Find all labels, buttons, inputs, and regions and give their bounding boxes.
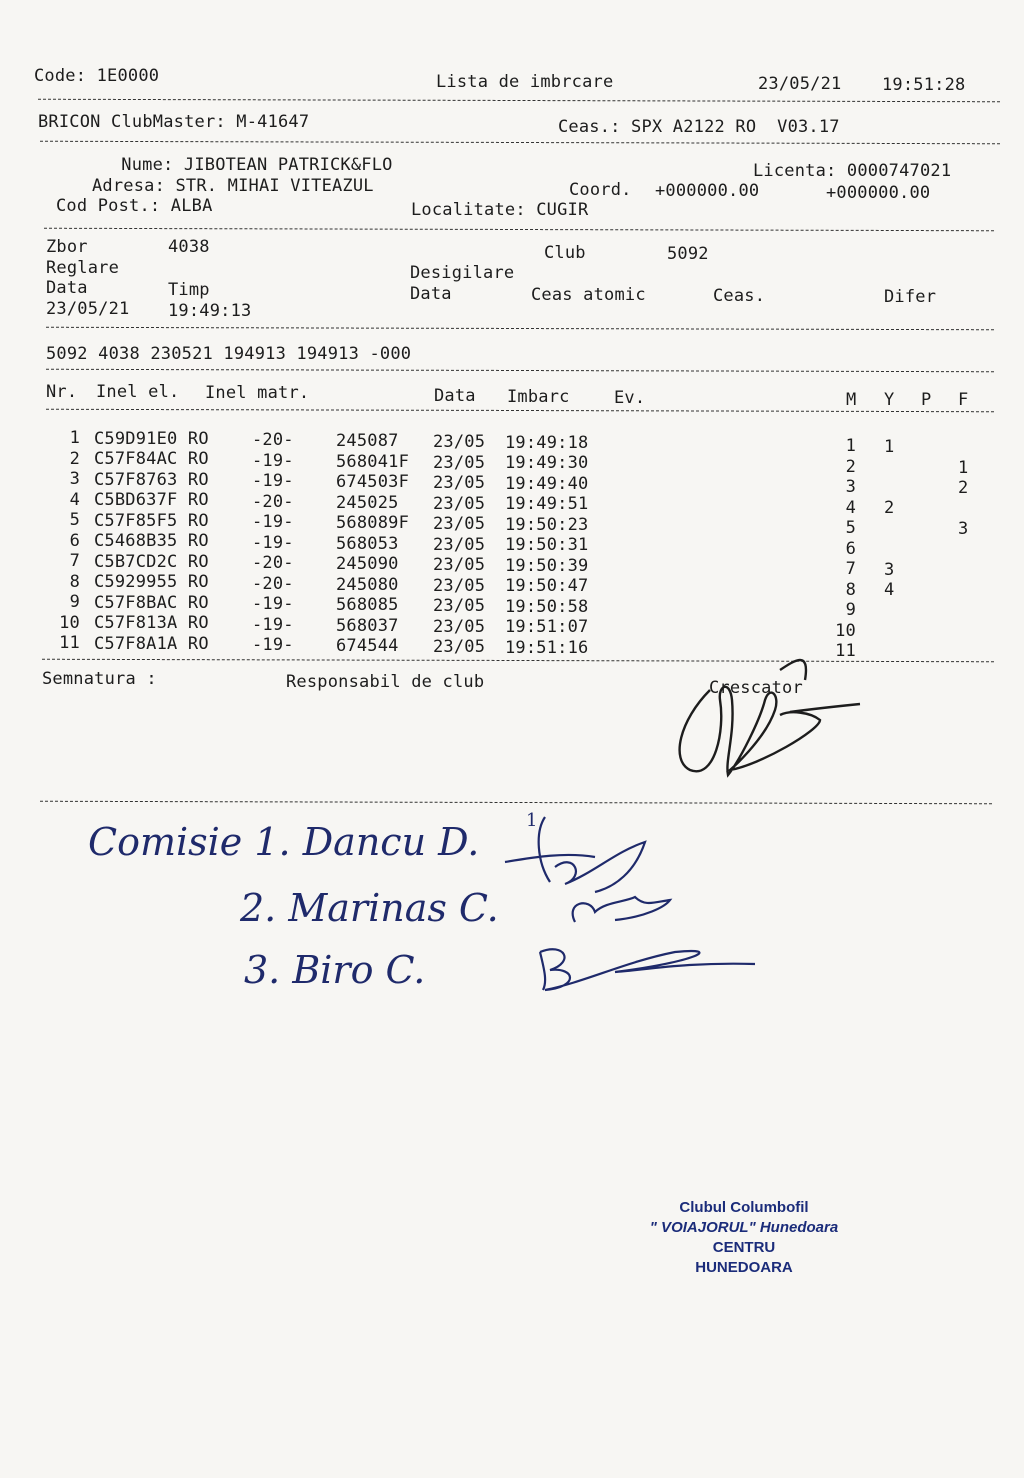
col-header-m: M [846,390,857,410]
print-date: 23/05/21 [758,74,842,94]
cell-year: -19- [252,450,294,471]
cell-inel-el: C57F813A RO [94,613,209,634]
cell-nr: 5 [69,510,80,530]
cell-inel-el: C5BD637F RO [94,490,209,511]
cell-time: 19:50:39 [505,555,589,576]
table-row [0,428,1024,457]
cell-year: -20- [252,430,294,451]
table-row [0,530,1024,559]
desigilare-label: Desigilare [410,263,515,283]
cell-date: 23/05 [433,514,486,535]
reglare-date: 23/05/21 [46,299,130,319]
cell-time: 19:50:31 [505,535,589,556]
cell-inel-el: C5468B35 RO [94,531,209,552]
cell-inel-matr: 245087 [336,431,399,452]
stamp-line2: " VOIAJORUL" Hunedoara [649,1219,839,1236]
owner-address: Adresa: STR. MIHAI VITEAZUL [92,176,374,196]
cell-m: 7 [845,559,856,579]
cell-date: 23/05 [433,493,486,514]
cell-inel-el: C59D91E0 RO [94,428,209,449]
cell-f: 2 [958,478,969,499]
divider [46,327,994,330]
cell-date: 23/05 [433,555,486,576]
cell-inel-el: C57F84AC RO [94,449,209,470]
table-row [0,489,1024,519]
cell-y: 3 [884,559,895,580]
breeder-signature [670,640,870,780]
cell-inel-matr: 568053 [336,533,399,554]
table-row [0,448,1024,478]
stamp-line3: CENTRU [712,1239,776,1256]
cell-m: 3 [845,477,856,497]
cell-year: -19- [252,532,294,553]
ceas-atomic-label: Ceas atomic [531,285,646,305]
cell-nr: 6 [69,530,80,551]
cell-year: -20- [252,573,294,594]
cell-nr: 1 [69,428,80,448]
cell-nr: 11 [59,633,80,653]
cell-nr: 4 [69,489,80,510]
cell-nr: 9 [69,592,80,612]
handwritten-commission-line2: 2. Marinas C. [240,886,499,930]
table-row [0,510,1024,540]
handwritten-commission-line3: 3. Biro C. [244,948,426,992]
cell-date: 23/05 [433,616,486,637]
cell-inel-matr: 674503F [336,472,410,493]
table-row [0,633,1024,661]
cell-m: 2 [845,456,856,477]
ceas-label: Ceas. [713,286,766,306]
cell-nr: 3 [69,469,80,489]
table-row [0,612,1024,641]
coord-x: +000000.00 [655,181,760,201]
cell-inel-matr: 568037 [336,615,399,636]
col-header-nr: Nr. [46,382,78,402]
coord-label: Coord. [569,180,632,200]
signature-label: Semnatura : [42,669,157,689]
divider [40,801,992,804]
zbor-value: 4038 [168,237,210,257]
cell-inel-matr: 568089F [336,513,410,534]
cell-f: 3 [958,519,969,540]
cell-inel-el: C57F8763 RO [94,469,209,490]
divider [40,141,1000,145]
cell-year: -19- [252,512,294,533]
cell-time: 19:51:16 [505,637,589,658]
col-header-inel-matr: Inel matr. [205,383,310,403]
print-time: 19:51:28 [882,75,966,95]
reglare-time: 19:49:13 [168,301,252,321]
cell-date: 23/05 [433,473,486,494]
cell-y: 4 [884,580,895,601]
cell-m: 4 [845,497,856,518]
col-header-inel-el: Inel el. [96,382,180,402]
club-responsible-label: Responsabil de club [286,672,485,692]
cell-date: 23/05 [433,596,486,617]
club-stamp [614,1198,874,1278]
cell-time: 19:50:23 [505,514,589,535]
breeder-label: Crescator [709,678,803,698]
col-header-y: Y [884,390,895,410]
cell-time: 19:51:07 [505,617,589,638]
cell-inel-el: C5929955 RO [94,572,209,593]
cell-year: -20- [252,491,294,512]
cell-year: -19- [252,471,294,492]
cell-year: -19- [252,594,294,615]
cell-date: 23/05 [433,637,486,658]
cell-time: 19:49:40 [505,473,589,494]
cell-date: 23/05 [433,534,486,555]
owner-postal: Cod Post.: ALBA [56,196,213,216]
cell-time: 19:50:47 [505,576,589,597]
divider [38,99,1000,103]
cell-inel-el: C57F8BAC RO [94,592,209,613]
cell-year: -19- [252,614,294,635]
cell-y: 2 [884,498,895,519]
system-label: BRICON ClubMaster: M-41647 [38,112,310,132]
stamp-line4: HUNEDOARA [695,1259,793,1276]
cell-time: 19:49:51 [505,494,589,515]
col-header-imbarc: Imbarc [507,387,570,407]
cell-date: 23/05 [433,432,486,453]
cell-m: 10 [835,620,856,641]
owner-locality: Localitate: CUGIR [411,200,589,220]
zbor-label: Zbor [46,237,88,257]
reglare-timp-label: Timp [168,280,210,300]
cell-y: 1 [884,436,895,457]
cell-time: 19:49:18 [505,432,589,453]
col-header-p: P [921,390,932,410]
desigilare-data-label: Data [410,284,452,304]
owner-name: Nume: JIBOTEAN PATRICK&FLO [90,155,393,175]
cell-inel-matr: 568041F [336,451,410,472]
coord-y: +000000.00 [826,183,931,203]
cell-date: 23/05 [433,452,486,473]
code-label: Code: 1E0000 [34,66,160,86]
divider [46,369,994,372]
club-label: Club [544,243,586,263]
club-value: 5092 [667,244,709,264]
cell-nr: 10 [59,612,80,633]
cell-year: -20- [252,553,294,574]
cell-f: 1 [958,457,969,478]
difer-label: Difer [884,287,937,307]
commission-signatures [495,812,705,1002]
cell-date: 23/05 [433,575,486,596]
col-header-data: Data [434,386,476,406]
cell-m: 1 [845,436,856,456]
reglare-label: Reglare [46,258,120,278]
cell-nr: 8 [69,571,80,592]
divider [44,228,994,231]
cell-m: 9 [845,600,856,620]
table-row [0,551,1024,580]
cell-nr: 2 [69,448,80,469]
cell-year: -19- [252,635,294,656]
cell-inel-matr: 674544 [336,636,399,657]
document-title: Lista de imbrcare [436,72,614,92]
cell-m: 8 [845,579,856,600]
table-row [0,469,1024,499]
cell-m: 5 [845,518,856,538]
cell-inel-el: C57F85F5 RO [94,510,209,531]
cell-m: 6 [845,538,856,559]
table-row [0,592,1024,620]
cell-time: 19:49:30 [505,453,589,474]
handwritten-page-mark: 1 [526,810,538,831]
cell-inel-el: C5B7CD2C RO [94,551,209,572]
cell-inel-el: C57F8A1A RO [94,633,209,654]
col-header-f: F [958,390,969,410]
table-row [0,571,1024,601]
cell-inel-matr: 245025 [336,492,399,513]
col-header-ev: Ev. [614,388,646,408]
cell-inel-matr: 245090 [336,554,399,575]
cell-nr: 7 [69,551,80,571]
reglare-data-label: Data [46,278,88,298]
handwritten-commission-line1: Comisie 1. Dancu D. [88,820,480,864]
clock-label: Ceas.: SPX A2122 RO V03.17 [558,117,840,137]
summary-line: 5092 4038 230521 194913 194913 -000 [46,344,412,364]
stamp-line1: Clubul Columbofil [679,1199,809,1216]
cell-inel-matr: 245080 [336,574,399,595]
cell-m: 11 [835,641,856,661]
owner-license: Licenta: 0000747021 [753,161,952,181]
cell-inel-matr: 568085 [336,595,399,616]
cell-time: 19:50:58 [505,596,589,617]
